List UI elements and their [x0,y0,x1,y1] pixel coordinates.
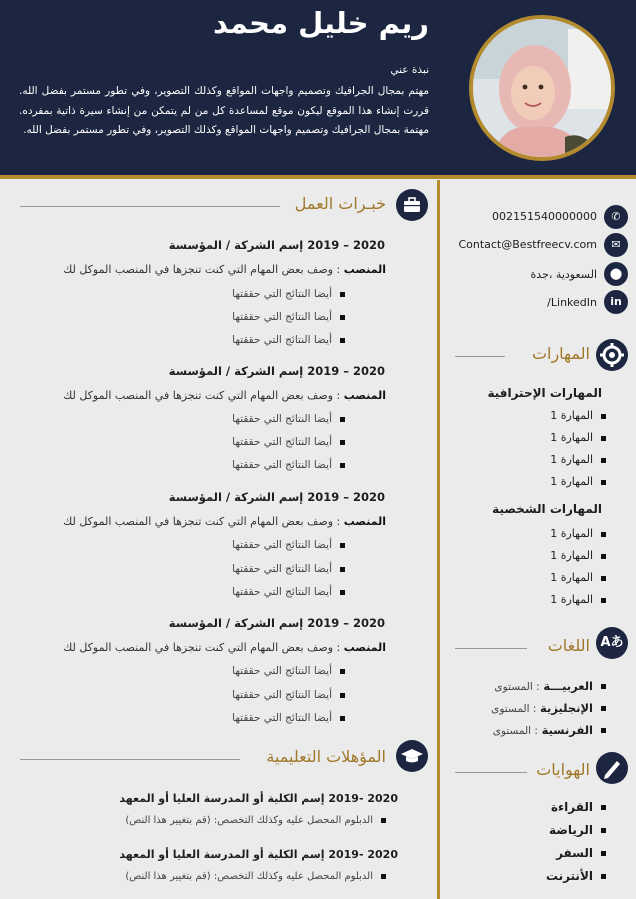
languages-title-rule [455,648,527,649]
hobbies-title-rule [455,772,527,773]
graduation-cap-icon [396,740,428,772]
job-achievement: أيضا النتائج التي حققتها [232,712,345,724]
contact-location: السعودية ،جدة [530,268,597,281]
job-achievement: أيضا النتائج التي حققتها [232,413,345,425]
job-achievement: أيضا النتائج التي حققتها [232,665,345,677]
education-title-rule [20,759,240,760]
language-item: الفرنسية : المستوى [493,723,606,737]
job-description: المنصب : وصف بعض المهام التي كنت تنجزها في المنصب الموكل لك [63,641,386,654]
professional-skill-item: المهارة 1 [550,453,606,466]
professional-skill-item: المهارة 1 [550,409,606,422]
personal-skill-item: المهارة 1 [550,549,606,562]
location-pin-icon: ⬤ [604,262,628,286]
header-divider [0,175,636,179]
education-title: المؤهلات التعليمية [266,747,386,766]
language-item: العربيـــة : المستوى [494,679,606,693]
professional-skills-title: المهارات الإحترافية [487,386,602,400]
job-achievement: أيضا النتائج التي حققتها [232,563,345,575]
professional-skill-item: المهارة 1 [550,431,606,444]
hobby-item: القراءة [551,800,606,814]
job-achievement: أيضا النتائج التي حققتها [232,334,345,346]
personal-skill-item: المهارة 1 [550,527,606,540]
job-achievement: أيضا النتائج التي حققتها [232,436,345,448]
linkedin-icon: in [604,290,628,314]
skills-title: المهارات [531,344,590,363]
language-item: الإنجليزية : المستوى [491,701,606,715]
contact-phone: 002151540000000 [492,210,597,223]
experience-title-rule [20,206,280,207]
job-achievement: أيضا النتائج التي حققتها [232,288,345,300]
professional-skill-item: المهارة 1 [550,475,606,488]
experience-title: خبـرات العمل [294,194,386,213]
contact-email: Contact@Bestfreecv.com [458,238,597,251]
briefcase-icon [396,189,428,221]
personal-skill-item: المهارة 1 [550,571,606,584]
languages-title: اللغات [547,636,590,655]
about-title: نبذة عني [390,64,429,76]
gear-icon [596,339,628,371]
job-heading: 2020 – 2019 إسم الشركة / المؤسسة [168,616,385,630]
job-description: المنصب : وصف بعض المهام التي كنت تنجزها في المنصب الموكل لك [63,263,386,276]
skills-title-rule [455,356,505,357]
job-heading: 2020 – 2019 إسم الشركة / المؤسسة [168,238,385,252]
translate-icon: Aあ [596,627,628,659]
education-description: الدبلوم المحصل عليه وكذلك التخصص: (قم بتغيير هذا النص) [125,815,386,826]
full-name: ريم خليل محمد [212,6,429,40]
pen-icon [596,752,628,784]
education-description: الدبلوم المحصل عليه وكذلك التخصص: (قم بتغيير هذا النص) [125,871,386,882]
personal-skill-item: المهارة 1 [550,593,606,606]
hobby-item: السفر [556,846,606,860]
contact-linkedin: LinkedIn/ [547,296,597,309]
job-achievement: أيضا النتائج التي حققتها [232,539,345,551]
profile-photo [469,15,615,161]
hobby-item: الأنترنت [546,869,606,883]
job-description: المنصب : وصف بعض المهام التي كنت تنجزها في المنصب الموكل لك [63,389,386,402]
hobbies-title: الهوايات [536,760,590,779]
column-divider [437,180,440,899]
job-achievement: أيضا النتائج التي حققتها [232,586,345,598]
personal-skills-title: المهارات الشخصية [492,502,602,516]
about-text: مهتم بمجال الجرافيك وتصميم واجهات المواقع وكذلك التصوير، وفي تطور مستمر بفضل الله. قررت إنشاء هذا الموقع ليكون موقع لمساعدة كل من لم يتمكن من إنشاء سيرة ذاتية بمفرده. مهتمة بمجال الجرافيك وتصميم واجهات المواقع وكذلك التصوير، وفي تطور مستمر بفضل الله. [19,85,429,136]
job-description: المنصب : وصف بعض المهام التي كنت تنجزها في المنصب الموكل لك [63,515,386,528]
job-heading: 2020 – 2019 إسم الشركة / المؤسسة [168,490,385,504]
job-heading: 2020 – 2019 إسم الشركة / المؤسسة [168,364,385,378]
phone-icon: ✆ [604,205,628,229]
education-heading: 2020 -2019 إسم الكلية أو المدرسة العليا أو المعهد [119,792,398,805]
email-icon: ✉ [604,233,628,257]
education-heading: 2020 -2019 إسم الكلية أو المدرسة العليا أو المعهد [119,848,398,861]
job-achievement: أيضا النتائج التي حققتها [232,689,345,701]
hobby-item: الرياضة [549,823,606,837]
job-achievement: أيضا النتائج التي حققتها [232,311,345,323]
job-achievement: أيضا النتائج التي حققتها [232,459,345,471]
